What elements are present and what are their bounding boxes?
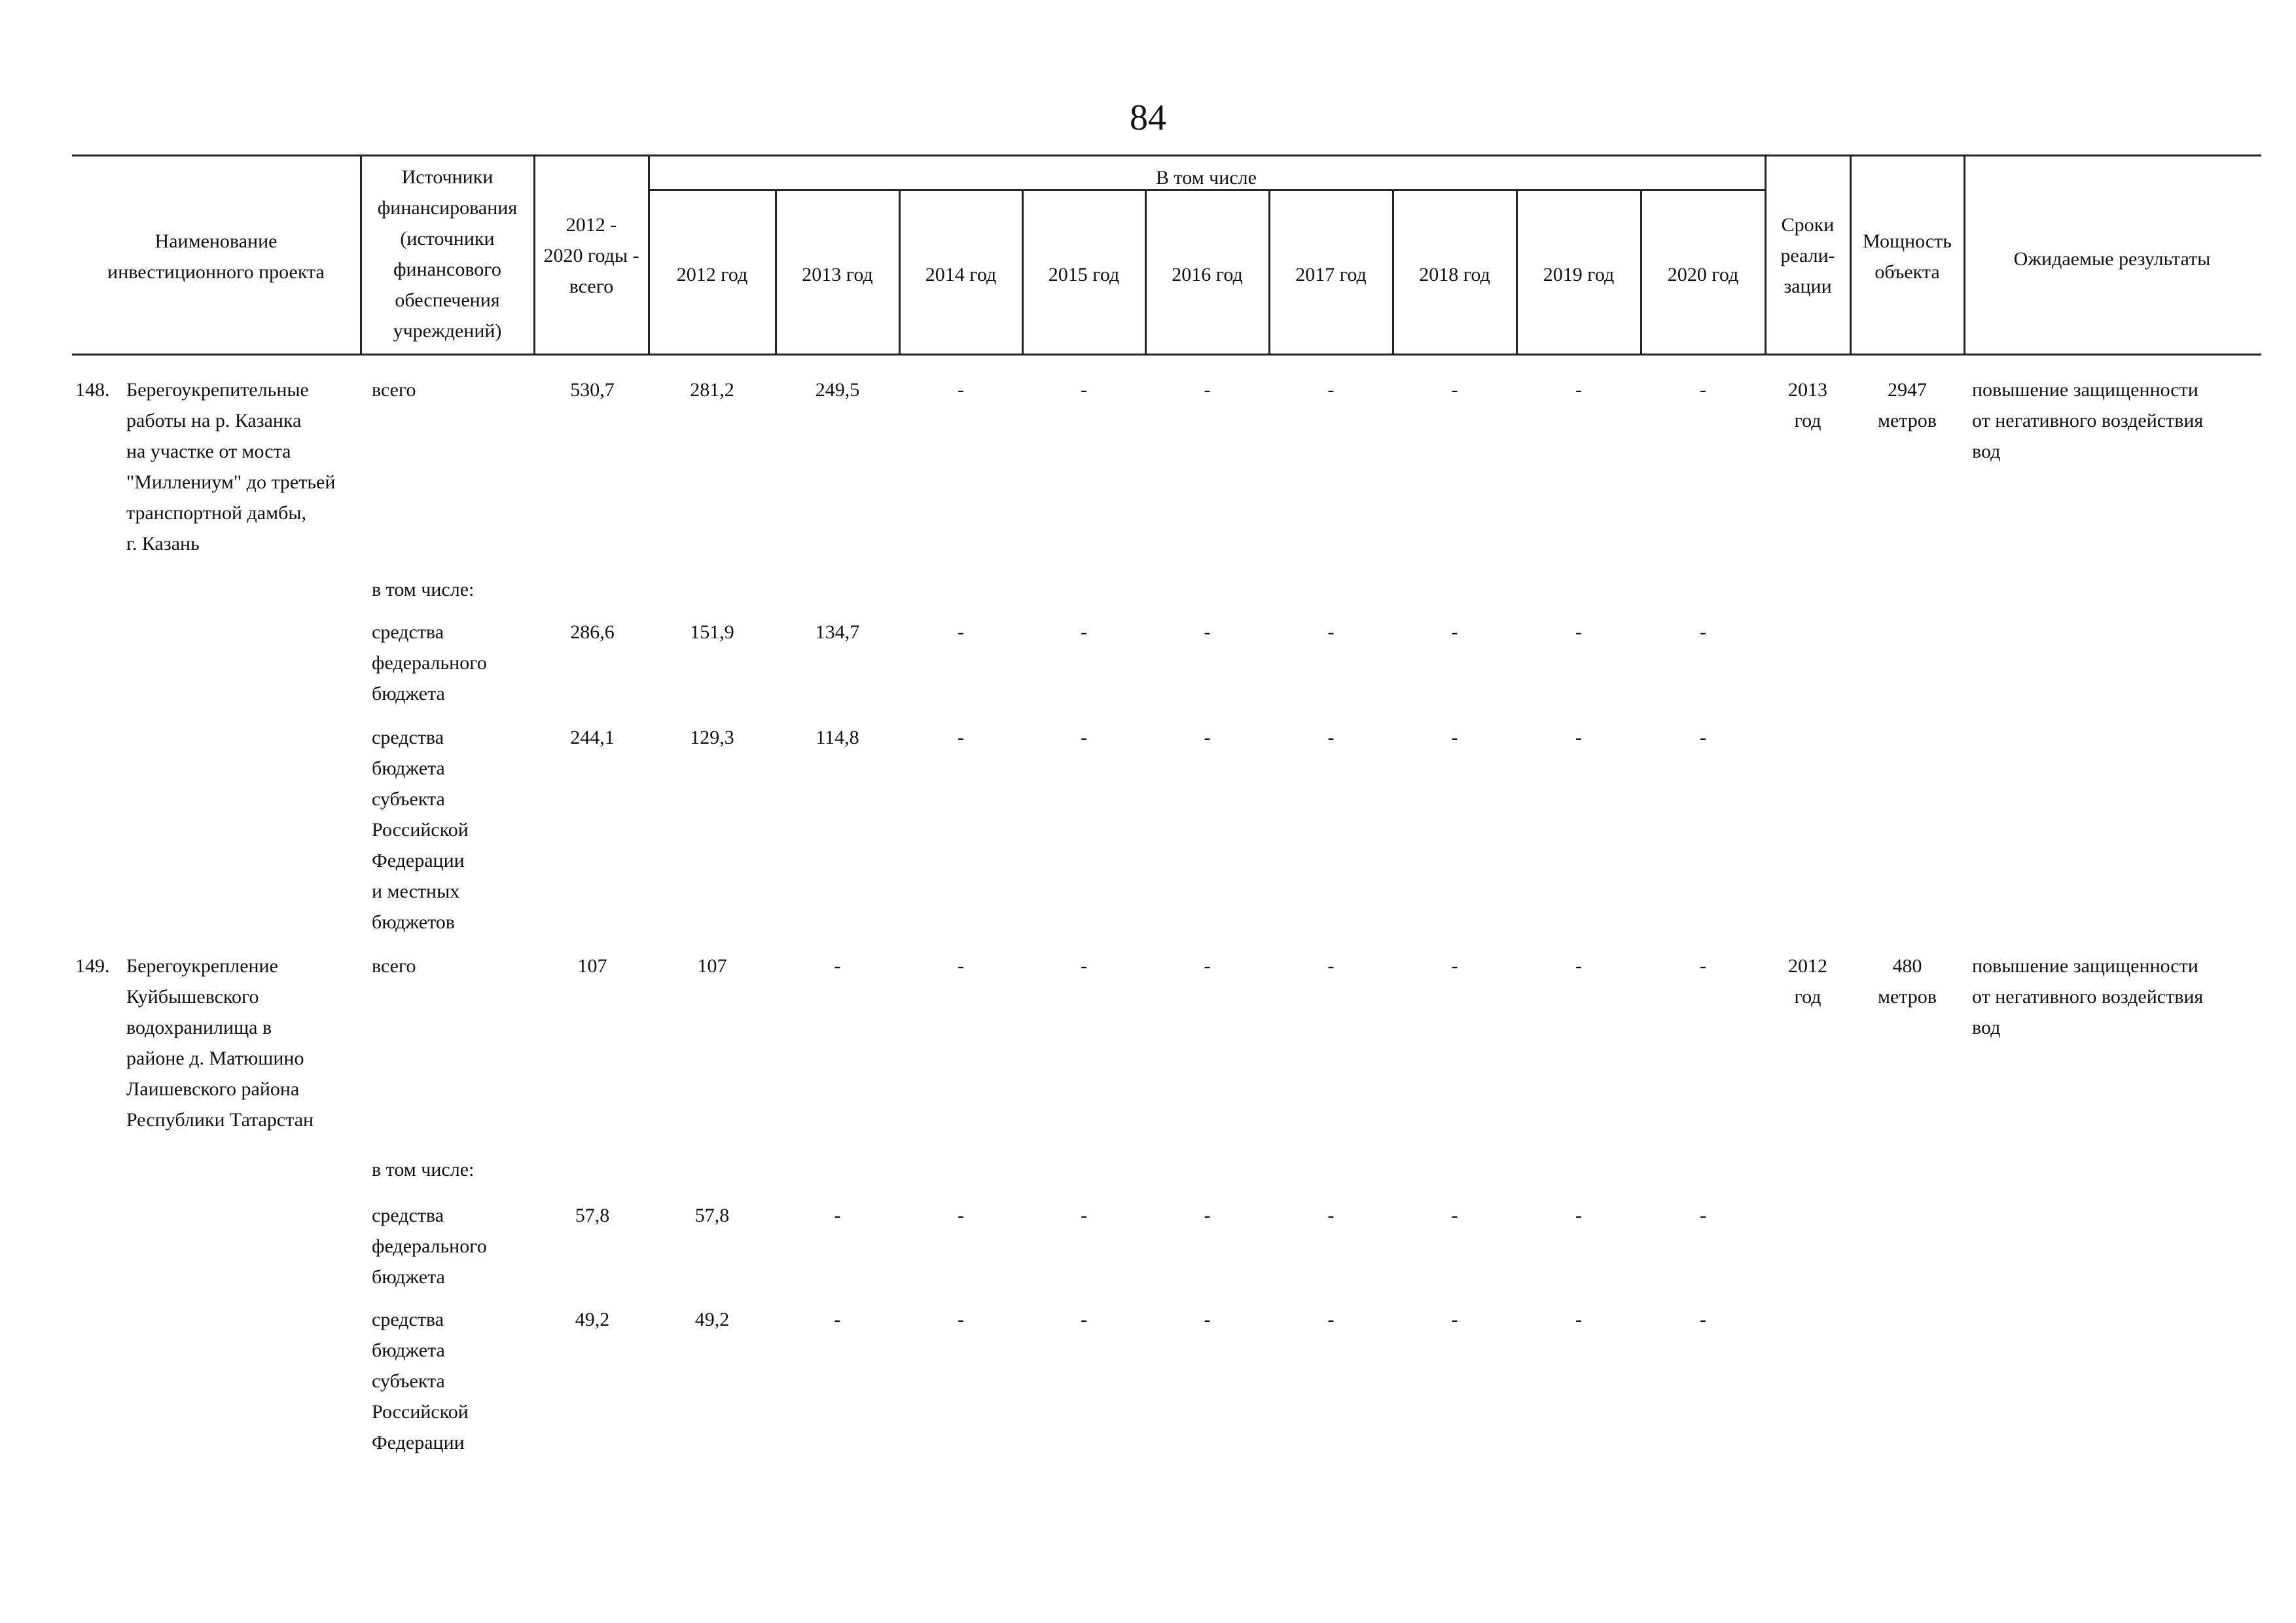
header-year-2014: 2014 год bbox=[925, 264, 997, 285]
year-value: - bbox=[1451, 379, 1458, 401]
year-value: - bbox=[1327, 379, 1335, 401]
source-label: всего bbox=[372, 955, 416, 977]
year-value: - bbox=[1327, 1205, 1335, 1226]
year-value: - bbox=[958, 1309, 964, 1330]
year-value: - bbox=[1204, 727, 1211, 748]
header-year-2019: 2019 год bbox=[1543, 264, 1615, 285]
year-value: - bbox=[1575, 621, 1582, 643]
year-value: - bbox=[958, 727, 964, 748]
year-value: - bbox=[1204, 955, 1211, 977]
year-value: 114,8 bbox=[816, 727, 859, 748]
header-total: 2012 - 2020 годы - всего bbox=[543, 214, 639, 297]
header-including: В том числе bbox=[1156, 167, 1257, 189]
total-value: 49,2 bbox=[575, 1309, 610, 1330]
header-terms: Сроки реали- зации bbox=[1780, 214, 1835, 297]
year-value: - bbox=[1700, 1309, 1706, 1330]
source-label: средства федерального бюджета bbox=[372, 621, 487, 704]
project-name: Берегоукрепление Куйбышевского водохранилища в районе д. Матюшино Лаишевского района Республики Татарстан bbox=[126, 955, 314, 1131]
year-value: - bbox=[1575, 1205, 1582, 1226]
year-value: - bbox=[1575, 1309, 1582, 1330]
implementation-term: 2012 год bbox=[1788, 955, 1827, 1008]
year-value: - bbox=[1081, 955, 1087, 977]
year-value: - bbox=[1204, 621, 1211, 643]
table-top-rule bbox=[72, 155, 2261, 156]
year-value: - bbox=[834, 955, 841, 977]
total-value: 244,1 bbox=[570, 727, 615, 748]
header-capacity: Мощность объекта bbox=[1863, 230, 1952, 283]
year-value: - bbox=[1081, 1205, 1087, 1226]
year-value: - bbox=[1081, 621, 1087, 643]
object-capacity: 480 метров bbox=[1878, 955, 1937, 1008]
year-value: - bbox=[1575, 727, 1582, 748]
year-value: - bbox=[1575, 379, 1582, 401]
year-value: - bbox=[1700, 1205, 1706, 1226]
year-value: 57,8 bbox=[694, 1205, 730, 1226]
source-label: средства бюджета субъекта Российской Федерации и местных бюджетов bbox=[372, 727, 469, 933]
header-bottom-rule bbox=[72, 354, 2261, 356]
source-label: средства бюджета субъекта Российской Федерации bbox=[372, 1309, 469, 1453]
year-value: 134,7 bbox=[815, 621, 860, 643]
year-value: 249,5 bbox=[815, 379, 860, 401]
header-year-2012: 2012 год bbox=[676, 264, 748, 285]
year-value: - bbox=[1700, 955, 1706, 977]
total-value: 286,6 bbox=[570, 621, 615, 643]
year-value: - bbox=[1451, 621, 1458, 643]
expected-result: повышение защищенности от негативного воздействия вод bbox=[1972, 379, 2204, 462]
year-value: - bbox=[1575, 955, 1582, 977]
year-value: - bbox=[1204, 379, 1211, 401]
header-year-2017: 2017 год bbox=[1295, 264, 1367, 285]
year-value: - bbox=[1451, 1205, 1458, 1226]
year-value: - bbox=[1451, 1309, 1458, 1330]
object-capacity: 2947 метров bbox=[1878, 379, 1937, 431]
header-project-name: Наименование инвестиционного проекта bbox=[107, 230, 325, 283]
year-value: 151,9 bbox=[690, 621, 734, 643]
year-value: - bbox=[958, 621, 964, 643]
year-value: - bbox=[1081, 1309, 1087, 1330]
year-value: - bbox=[1327, 1309, 1335, 1330]
including-label: в том числе: bbox=[372, 579, 475, 600]
year-value: 281,2 bbox=[690, 379, 734, 401]
project-number: 149. bbox=[75, 955, 110, 977]
including-label: в том числе: bbox=[372, 1159, 475, 1180]
year-value: - bbox=[1081, 727, 1087, 748]
year-value: - bbox=[1204, 1309, 1211, 1330]
source-label: всего bbox=[372, 379, 416, 401]
project-number: 148. bbox=[75, 379, 110, 401]
year-value: - bbox=[958, 955, 964, 977]
year-value: - bbox=[1327, 621, 1335, 643]
year-value: - bbox=[1204, 1205, 1211, 1226]
total-value: 530,7 bbox=[570, 379, 615, 401]
total-value: 57,8 bbox=[575, 1205, 610, 1226]
year-value: 129,3 bbox=[690, 727, 734, 748]
header-year-2020: 2020 год bbox=[1667, 264, 1739, 285]
header-year-2018: 2018 год bbox=[1419, 264, 1490, 285]
year-value: - bbox=[958, 379, 964, 401]
year-value: - bbox=[1700, 621, 1706, 643]
year-value: - bbox=[1081, 379, 1087, 401]
page-number: 84 bbox=[1130, 98, 1166, 138]
source-label: средства федерального бюджета bbox=[372, 1205, 487, 1288]
year-value: - bbox=[834, 1205, 841, 1226]
year-value: - bbox=[958, 1205, 964, 1226]
header-funding-sources: Источники финансирования (источники финансового обеспечения учреждений) bbox=[377, 166, 518, 342]
implementation-term: 2013 год bbox=[1788, 379, 1827, 431]
year-value: - bbox=[1700, 379, 1706, 401]
header-year-2016: 2016 год bbox=[1172, 264, 1243, 285]
year-value: - bbox=[1451, 727, 1458, 748]
year-value: - bbox=[834, 1309, 841, 1330]
year-value: - bbox=[1327, 727, 1335, 748]
year-value: - bbox=[1327, 955, 1335, 977]
year-value: - bbox=[1700, 727, 1706, 748]
header-year-2015: 2015 год bbox=[1048, 264, 1120, 285]
year-value: 107 bbox=[697, 955, 727, 977]
total-value: 107 bbox=[577, 955, 607, 977]
expected-result: повышение защищенности от негативного воздействия вод bbox=[1972, 955, 2204, 1038]
year-value: - bbox=[1451, 955, 1458, 977]
year-value: 49,2 bbox=[694, 1309, 730, 1330]
header-year-2013: 2013 год bbox=[802, 264, 873, 285]
header-results: Ожидаемые результаты bbox=[2013, 248, 2211, 270]
project-name: Берегоукрепительные работы на р. Казанка на участке от моста "Миллениум" до третьей транспортной дамбы, г. Казань bbox=[126, 379, 336, 555]
